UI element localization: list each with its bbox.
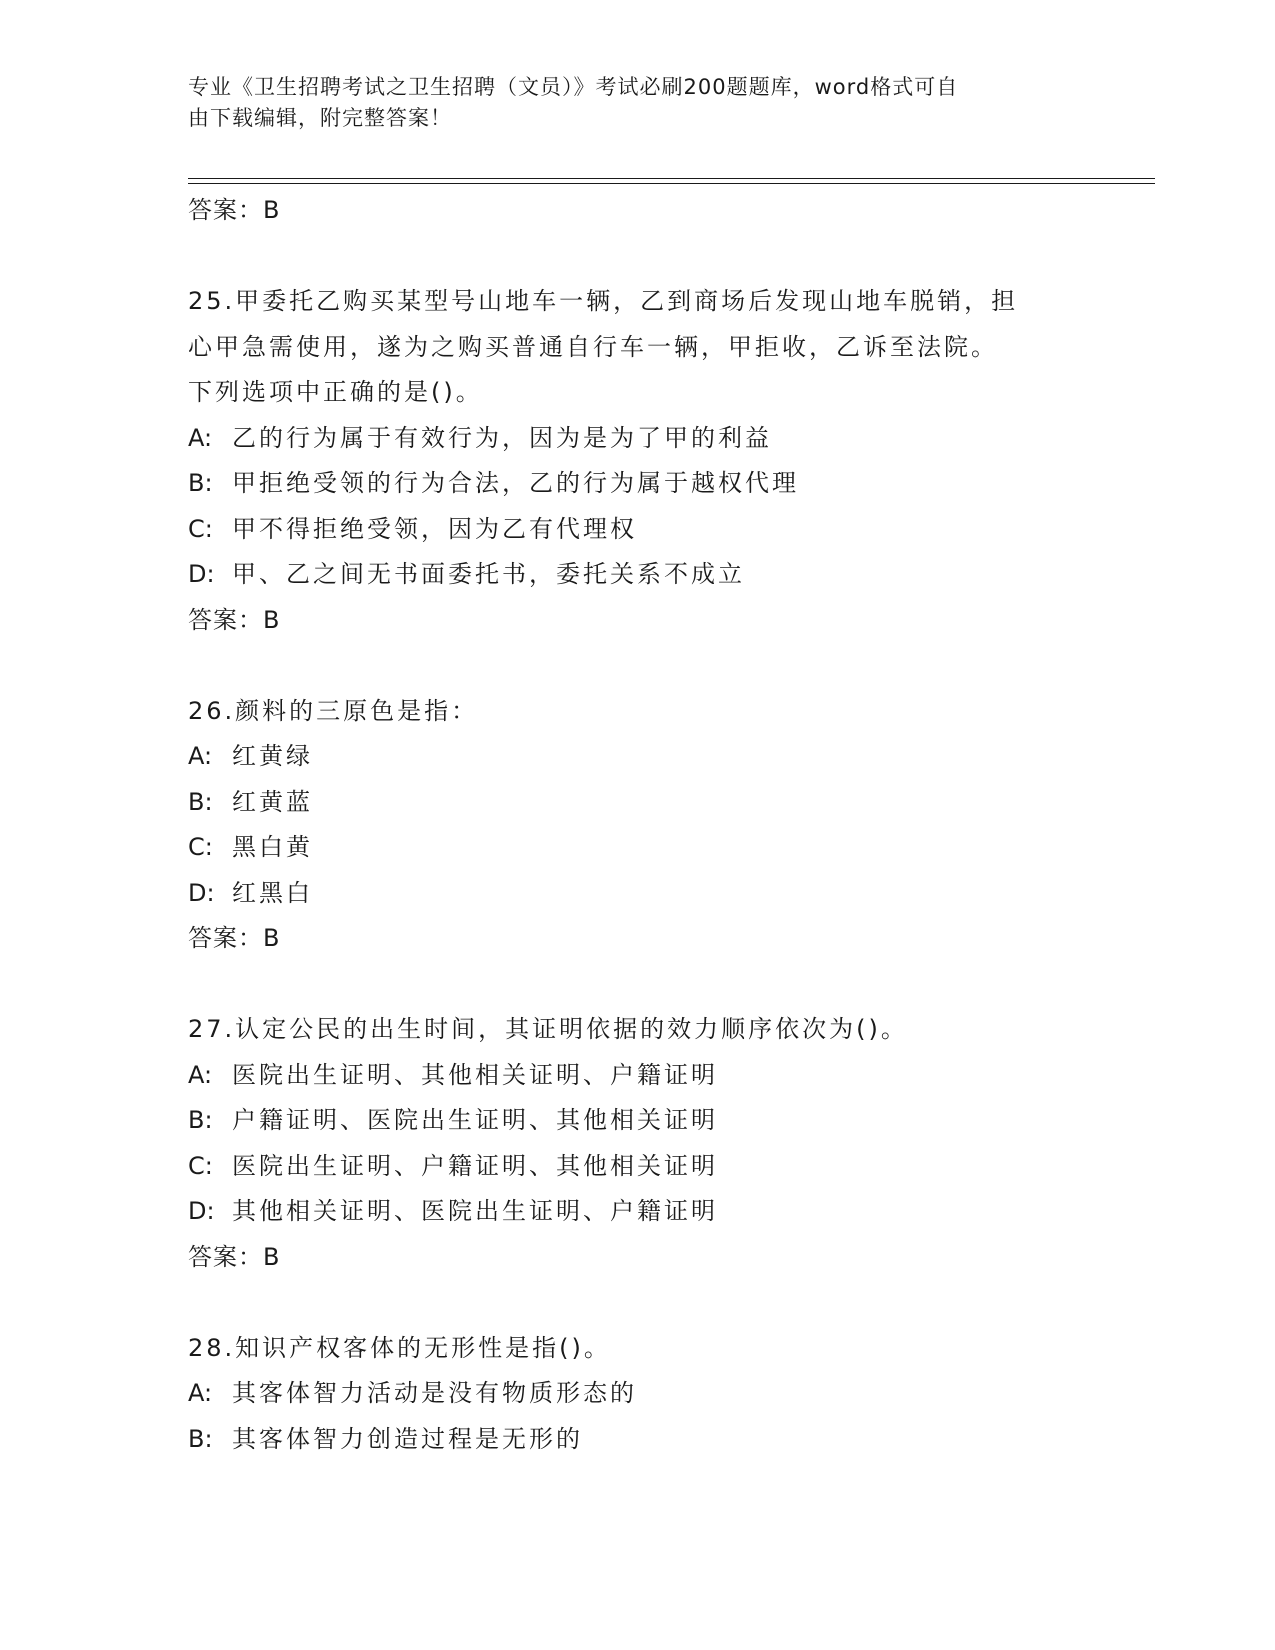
option-b [188,1098,1108,1144]
option-letter: C: [188,833,213,861]
spacer [188,643,1108,689]
option-letter: B: [188,1424,213,1453]
option-d [188,1189,1108,1235]
option-letter: D: [188,878,215,907]
option-d [188,552,1108,598]
option-letter: C: [188,1151,213,1180]
answer-line: 答案：B [188,196,281,224]
header-divider-top [188,178,1155,179]
question-block [188,279,1108,643]
option-text: 医院出生证明、其他相关证明、户籍证明 [232,1060,718,1089]
option-letter: B: [188,469,213,497]
spacer [188,1280,1108,1326]
question-stem-line: 26.颜料的三原色是指： [188,696,479,725]
option-text: 甲不得拒绝受领，因为乙有代理权 [232,514,637,543]
option-text: 红黄绿 [232,742,313,770]
option-text: 甲、乙之间无书面委托书，委托关系不成立 [232,560,745,588]
question-block [188,1326,1108,1463]
option-text: 其客体智力创造过程是无形的 [232,1424,583,1453]
option-b [188,780,1108,826]
question-block [188,1007,1108,1280]
answer-line: 答案：B [188,1242,281,1271]
option-text: 红黄蓝 [232,787,313,816]
option-d [188,871,1108,917]
question-stem-line: 28.知识产权客体的无形性是指()。 [188,1333,611,1362]
option-text: 红黑白 [232,878,313,907]
option-letter: A: [188,423,213,452]
spacer [188,234,1108,280]
question-content [188,188,1108,1462]
question-stem-line: 下列选项中正确的是()。 [188,378,483,406]
header-title-line-1: 专业《卫生招聘考试之卫生招聘（文员）》考试必刷200题题库，word格式可自 [188,75,959,99]
option-a [188,1053,1108,1099]
header-title-line-2: 由下载编辑，附完整答案！ [188,106,452,130]
option-letter: A: [188,742,213,770]
option-text: 其客体智力活动是没有物质形态的 [232,1379,637,1407]
option-text: 医院出生证明、户籍证明、其他相关证明 [232,1151,718,1180]
spacer [188,962,1108,1008]
option-letter: B: [188,787,213,816]
option-a [188,1371,1108,1417]
question-stem-line: 25.甲委托乙购买某型号山地车一辆，乙到商场后发现山地车脱销，担 [188,287,1019,315]
option-c [188,825,1108,871]
question-block [188,689,1108,962]
option-text: 其他相关证明、医院出生证明、户籍证明 [232,1197,718,1225]
option-letter: A: [188,1379,213,1407]
question-stem-line: 27.认定公民的出生时间，其证明依据的效力顺序依次为()。 [188,1015,908,1043]
answer-line: 答案：B [188,605,281,634]
option-letter: D: [188,1197,215,1225]
answer-line: 答案：B [188,924,281,952]
option-b [188,461,1108,507]
option-text: 乙的行为属于有效行为，因为是为了甲的利益 [232,423,772,452]
question-stem-line: 心甲急需使用，遂为之购买普通自行车一辆，甲拒收，乙诉至法院。 [188,332,998,361]
option-letter: D: [188,560,215,588]
option-a [188,416,1108,462]
document-header [188,72,1068,134]
option-text: 黑白黄 [232,833,313,861]
option-letter: C: [188,514,213,543]
option-c [188,507,1108,553]
header-divider-bottom [188,183,1155,184]
option-b [188,1417,1108,1463]
option-text: 甲拒绝受领的行为合法，乙的行为属于越权代理 [232,469,799,497]
option-text: 户籍证明、医院出生证明、其他相关证明 [232,1106,718,1134]
option-letter: B: [188,1106,213,1134]
option-letter: A: [188,1060,213,1089]
option-a [188,734,1108,780]
option-c [188,1144,1108,1190]
